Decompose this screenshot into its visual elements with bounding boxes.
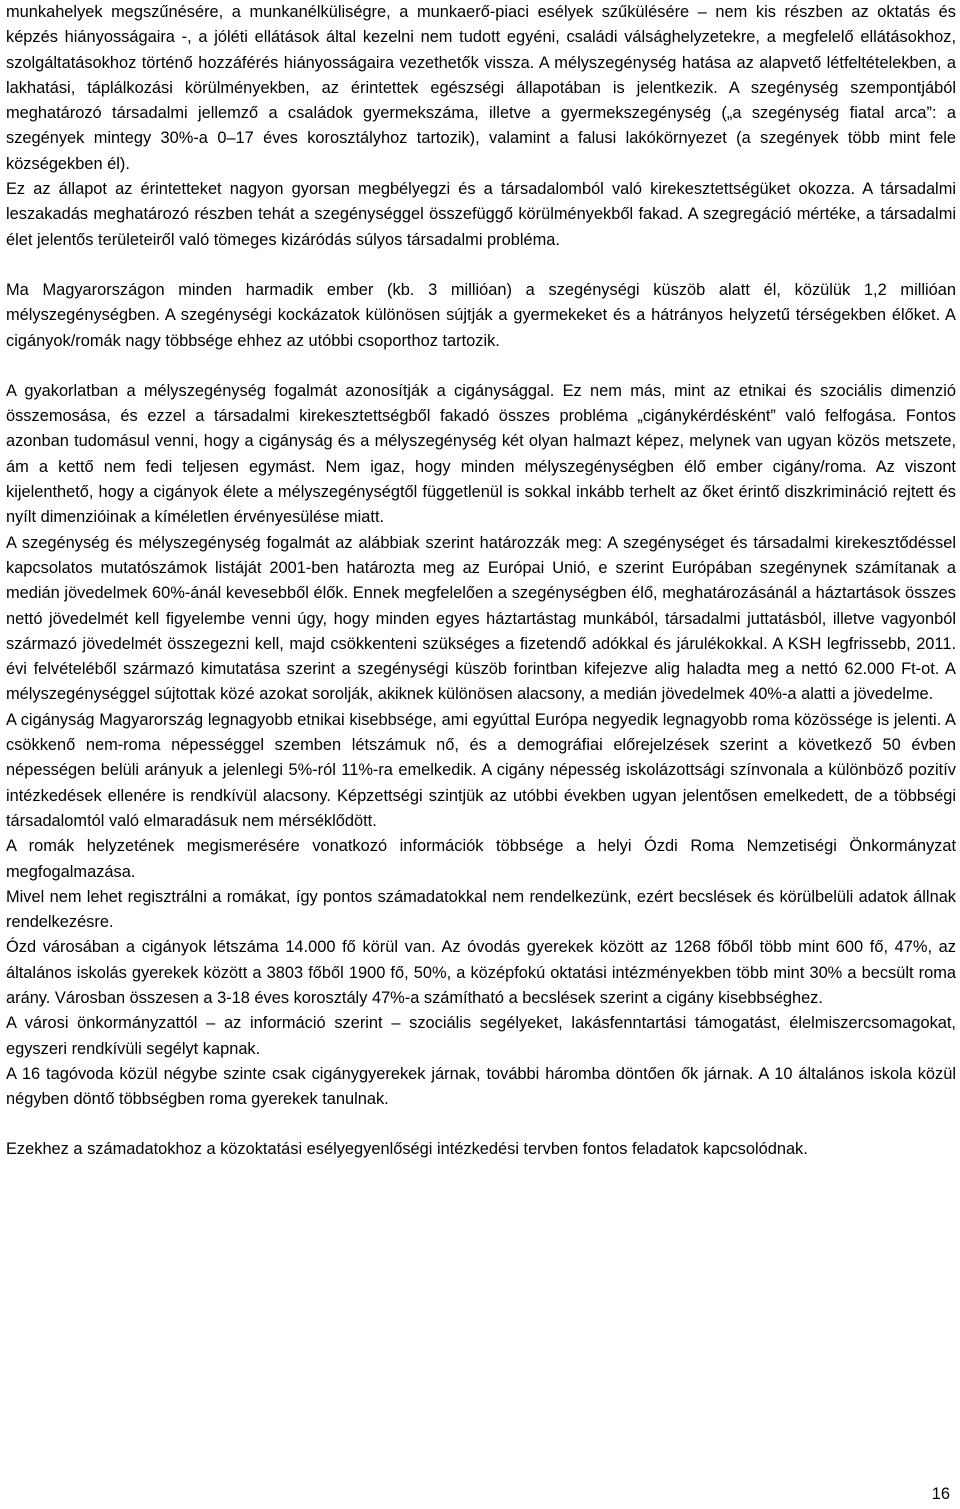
paragraph-hungary-statistics: Ma Magyarországon minden harmadik ember (kb. 3 millióan) a szegénységi küszöb alatt él, közülük 1,2 millióan mélyszegénységben. A szegénységi kockázatok különösen sújtják a gyermekeket és a hátrányos helyzetű térségekben élőket. A cigányok/romák nagy többsége ehhez az utóbbi csoporthoz tartozik.: [6, 280, 956, 350]
paragraph-estimates: Mivel nem lehet regisztrálni a romákat, így pontos számadatokkal nem rendelkezünk, ezért becslések és körülbelüli adatok állnak rendelkezésre.: [6, 887, 956, 932]
paragraph-poverty-causes: munkahelyek megszűnésére, a munkanélküliségre, a munkaerő-piaci esélyek szűkülésére – nem kis részben az oktatás és képzés hiányosságaira -, a jóléti ellátások által kezelni nem tudott egyéni, családi válsághelyzetekre, a megfelelő ellátásokhoz, szolgáltatásokhoz történő hozzáférés hiányosságaira vezethetők vissza. A mélyszegénység hatása az alapvető létfeltételekben, a lakhatási, táplálkozási körülményekben, az érintettek egészségi állapotában is jelentkezik. A szegénység szempontjából meghatározó társadalmi jellemző a családok gyermekszáma, illetve a gyermekszegénység („a szegénység fiatal arca”: a szegények mintegy 30%-a 0–17 éves korosztályhoz tartozik), valamint a falusi lakókörnyezet (a szegények több mint fele községekben él).: [6, 3, 956, 173]
paragraph-gap: [6, 1112, 956, 1137]
page-number: 16: [931, 1485, 950, 1503]
document-page: [6, 0, 956, 1163]
paragraph-action-plan: Ezekhez a számadatokhoz a közoktatási esélyegyenlőségi intézkedési tervben fontos feladatok kapcsolódnak.: [6, 1140, 808, 1159]
paragraph-gap: [6, 354, 956, 379]
paragraph-information-source: A romák helyzetének megismerésére vonatkozó információk többsége a helyi Ózdi Roma Nemzetiségi Önkormányzat megfogalmazása.: [6, 837, 956, 881]
paragraph-roma-identification: A gyakorlatban a mélyszegénység fogalmát azonosítják a cigánysággal. Ez nem más, mint az etnikai és szociális dimenzió összemosása, és ezzel a társadalmi kirekesztettségből fakadó összes probléma „cigánykérdésként” való felfogása. Fontos azonban tudomásul venni, hogy a cigányság és a mélyszegénység két olyan halmazt képez, melynek van ugyan közös metszete, ám a kettő nem fedi teljesen egymást. Nem igaz, hogy minden mélyszegénységben élő ember cigány/roma. Az viszont kijelenthető, hogy a cigányok élete a mélyszegénységtől függetlenül is sokkal inkább terhelt az őket érintő diszkrimináció rejtett és nyílt dimenzióinak a kíméletlen érvényesülése miatt.: [6, 381, 956, 527]
paragraph-gap: [6, 253, 956, 278]
paragraph-ozd-population: Ózd városában a cigányok létszáma 14.000 fő körül van. Az óvodás gyerekek között az 1268 főből több mint 600 fő, 47%, az általános iskolás gyerekek között a 3803 főből 1900 fő, 50%, a középfokú oktatási intézményekben több mint 30% a becsült roma arány. Városban összesen a 3-18 éves korosztály 47%-a számítható a becslések szerint a cigány kisebbséghez.: [6, 938, 956, 1007]
paragraph-poverty-definition: A szegénység és mélyszegénység fogalmát az alábbiak szerint határozzák meg: A szegénységet és társadalmi kirekesztődéssel kapcsolatos mutatószámok listáját 2001-ben határozta meg az Európai Unió, e szerint Európában szegénynek számítanak a medián jövedelmek 60%-ánál kevesebből élők. Ennek megfelelően a szegénységben élő, meghatározásánál a háztartások összes nettó jövedelmét kell figyelembe venni úgy, hogy minden egyes háztartástag munkából, társadalmi juttatásból, illetve vagyonból származó jövedelmét összegezni kell, majd csökkenteni szükséges a fizetendő adókkal és járulékokkal. A KSH legfrissebb, 2011. évi felvételéből származó kimutatása szerint a szegénységi küszöb forintban kifejezve alig haladta meg a nettó 62.000 Ft-ot. A mélyszegénységgel sújtottak közé azokat sorolják, akiknek különösen alacsony, a medián jövedelmek 40%-a alatti a jövedelme.: [6, 533, 956, 704]
paragraph-kindergartens-schools: A 16 tagóvoda közül négybe szinte csak cigánygyerekek járnak, további háromba döntően ők járnak. A 10 általános iskola közül négyben döntő többségben roma gyerekek tanulnak.: [6, 1064, 956, 1109]
paragraph-municipal-support: A városi önkormányzattól – az információ szerint – szociális segélyeket, lakásfenntartási támogatást, élelmiszercsomagokat, egyszeri rendkívüli segélyt kapnak.: [6, 1014, 956, 1058]
paragraph-stigmatization: Ez az állapot az érintetteket nagyon gyorsan megbélyegzi és a társadalomból való kirekesztettségüket okozza. A társadalmi leszakadás meghatározó részben tehát a szegénységgel összefüggő körülményekből fakad. A szegregáció mértéke, a társadalmi élet jelentős területeiről való tömeges kizáródás súlyos társadalmi probléma.: [6, 180, 956, 249]
paragraph-roma-minority: A cigányság Magyarország legnagyobb etnikai kisebbsége, ami egyúttal Európa negyedik legnagyobb roma közössége is jelenti. A csökkenő nem-roma népességgel szemben létszámuk nő, és a demográfiai előrejelzések szerint a következő 50 évben népességen belüli arányuk a jelenlegi 5%-ról 11%-ra emelkedik. A cigány népesség iskolázottsági színvonala a különböző pozitív intézkedések ellenére is rendkívül alacsony. Képzettségi szintjük az utóbbi években ugyan jelentősen emelkedett, de a többségi társadalomtól való elmaradásuk nem mérséklődött.: [6, 710, 956, 830]
